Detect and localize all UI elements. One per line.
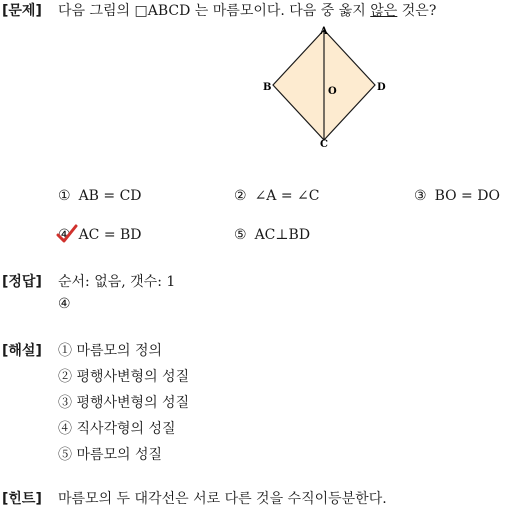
rhombus-figure [258,24,388,150]
option-number: ③ [414,188,427,204]
option-label: BO = DO [434,188,500,204]
vertex-label-c: C [320,139,328,150]
vertex-label-a: A [320,26,328,37]
question-text-underlined: 않은 [370,3,398,19]
option-number: ① [58,188,71,204]
explanation-tag: [해설] [2,343,42,359]
explanation-line-4: ④ 직사각형의 성질 [58,421,176,437]
option-4 [58,227,142,243]
answer-value: ④ [58,296,71,312]
vertex-label-b: B [263,82,272,93]
option-label: AC⊥BD [254,227,311,243]
explanation-line-5: ⑤ 마름모의 성질 [58,447,163,463]
question-text [58,0,436,20]
check-mark-icon [56,224,78,244]
explanation-line-3: ③ 평행사변형의 성질 [58,395,190,411]
explanation-line-1: ① 마름모의 정의 [58,343,163,359]
question-text-before: 다음 그림의 □ABCD 는 마름모이다. 다음 중 옳지 [58,3,371,19]
explanation-line-2: ② 평행사변형의 성질 [58,369,190,385]
option-label: ∠A = ∠C [254,188,320,204]
option-5 [234,227,310,243]
option-number: ② [234,188,247,204]
question-text-after: 것은? [397,3,437,19]
option-number-glyph: ④ [58,227,71,243]
answer-tag: [정답] [2,274,42,290]
option-2 [234,188,319,204]
question-tag: [문제] [2,3,42,19]
option-3 [414,188,500,204]
vertex-label-d: D [377,82,386,93]
hint-text: 마름모의 두 대각선은 서로 다른 것을 수직이등분한다. [58,491,387,507]
option-label: AB = CD [78,188,142,204]
option-label: AC = BD [78,227,142,243]
option-1 [58,188,142,204]
hint-tag: [힌트] [2,491,42,507]
option-number [58,227,71,243]
center-label-o: O [328,86,337,97]
option-number: ⑤ [234,227,247,243]
answer-meta: 순서: 없음, 갯수: 1 [58,274,176,290]
